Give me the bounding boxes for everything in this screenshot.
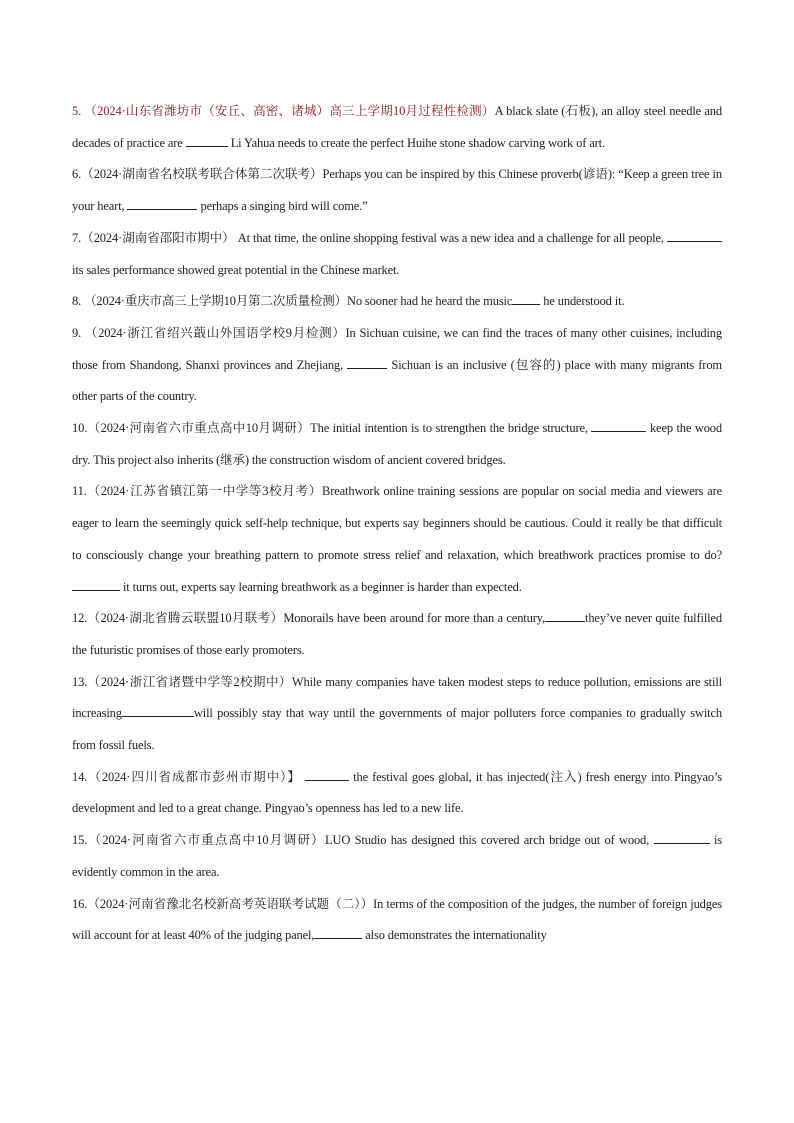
answer-blank[interactable]	[72, 579, 120, 591]
question-text-after: keep the wood dry. This project also inherits (继承) the construction wisdom of ancient covered bridges.	[72, 421, 723, 467]
question-number: 5.	[72, 104, 82, 118]
answer-blank[interactable]	[667, 230, 722, 242]
question-text-after: its sales performance showed great potential in the Chinese market.	[72, 262, 400, 277]
question-number: 8.	[72, 294, 82, 309]
question-11	[72, 476, 722, 603]
question-text-before: No sooner had he heard the music	[346, 294, 513, 309]
question-number: 13.	[72, 674, 88, 689]
question-text-before: Monorails have been around for more than a century,	[283, 611, 545, 626]
question-source: （2024·浙江省诸暨中学等2校期中）	[87, 674, 292, 689]
question-text-after: also demonstrates the internationality	[365, 928, 547, 943]
question-number: 10.	[72, 421, 88, 436]
question-text-after: they’ve never quite fulfilled the futuristic promises of those early promoters.	[72, 611, 722, 657]
question-text-after: he understood it.	[543, 294, 625, 309]
question-text-after: will possibly stay that way until the governments of major polluters force companies to gradually switch from fossil fuels.	[72, 706, 722, 753]
question-text-before: In terms of the composition of the judges, the number of foreign judges will account for at least 40% of the judging panel,	[72, 896, 722, 943]
question-10	[72, 413, 722, 476]
question-source: （2024·湖北省腾云联盟10月联考）	[87, 611, 284, 626]
question-5	[72, 96, 722, 159]
question-text-after: is evidently common in the area.	[72, 833, 722, 879]
question-number: 15.	[72, 833, 88, 848]
question-text-after: the festival goes global, it has injected(注入) fresh energy into Pingyao’s development and led to a great change. Pingyao’s openness has led to a new life.	[72, 769, 722, 816]
question-text-before: The initial intention is to strengthen the bridge structure,	[310, 421, 588, 436]
answer-blank[interactable]	[305, 769, 349, 781]
answer-blank[interactable]	[512, 293, 540, 305]
question-16	[72, 889, 722, 952]
question-7	[72, 223, 722, 286]
question-source: （2024·湖南省邵阳市期中）	[81, 230, 235, 245]
question-number: 12.	[72, 611, 88, 626]
question-text-before: LUO Studio has designed this covered arch bridge out of wood,	[324, 833, 650, 848]
question-9	[72, 318, 722, 413]
question-13	[72, 667, 722, 762]
question-text-before: At that time, the online shopping festival was a new idea and a challenge for all people,	[237, 230, 664, 245]
question-text-before: Perhaps you can be inspired by this Chinese proverb(谚语): “Keep a green tree in your heart,	[72, 167, 722, 214]
answer-blank[interactable]	[347, 357, 387, 369]
answer-blank[interactable]	[186, 135, 228, 147]
question-text-after: Sichuan is an inclusive (包容的) place with many migrants from other parts of the country.	[72, 357, 722, 404]
question-14	[72, 762, 722, 825]
question-source: （2024·江苏省镇江第一中学等3校月考）	[86, 484, 323, 499]
question-source: （2024·重庆市高三上学期10月第二次质量检测）	[84, 294, 347, 309]
answer-blank[interactable]	[122, 705, 194, 717]
question-number: 7.	[72, 230, 82, 245]
question-number: 14.	[72, 769, 88, 784]
answer-blank[interactable]	[314, 927, 362, 939]
question-source: （2024·河南省豫北名校新高考英语联考试题（二））	[87, 896, 374, 911]
answer-blank[interactable]	[545, 610, 585, 622]
question-list	[72, 96, 722, 952]
question-text-after: it turns out, experts say learning breathwork as a beginner is harder than expected.	[122, 579, 522, 594]
question-text-before: A black slate (石板), an alloy steel needle and decades of practice are	[72, 104, 722, 150]
answer-blank[interactable]	[591, 420, 646, 432]
question-source: （2024·河南省六市重点高中10月调研）	[87, 421, 311, 436]
question-source: （2024·河南省六市重点高中10月调研）	[87, 833, 325, 848]
answer-blank[interactable]	[654, 832, 710, 844]
question-15	[72, 825, 722, 888]
question-source: （2024·四川省成都市彭州市期中）】	[87, 769, 301, 784]
question-12	[72, 603, 722, 666]
question-8	[72, 286, 722, 318]
question-text-before: In Sichuan cuisine, we can find the traces of many other cuisines, including those from Shandong, Shanxi provinces and Zhejiang,	[72, 325, 722, 372]
question-number: 11.	[72, 484, 87, 499]
question-6	[72, 159, 722, 222]
answer-blank[interactable]	[127, 198, 197, 210]
question-number: 16.	[72, 896, 88, 911]
question-text-before: While many companies have taken modest steps to reduce pollution, emissions are still increasing	[72, 674, 722, 721]
question-source: （2024·湖南省名校联考联合体第二次联考）	[81, 167, 323, 182]
question-text-after: Li Yahua needs to create the perfect Huihe stone shadow carving work of art.	[230, 135, 605, 150]
question-source: （2024·山东省潍坊市（安丘、高密、诸城）高三上学期10月过程性检测）	[84, 104, 495, 118]
question-number: 6.	[72, 167, 82, 182]
question-text-before: Breathwork online training sessions are popular on social media and viewers are eager to learn the seemingly quick self-help technique, but experts say beginners should be cautious. Could it really be that difficult to consciously change your breathing pattern to promote stress relief and relaxation, which breathwork practices promise to do?	[72, 484, 722, 562]
question-text-after: perhaps a singing bird will come.”	[200, 199, 368, 214]
question-source: （2024·浙江省绍兴蕺山外国语学校9月检测）	[84, 325, 346, 340]
question-number: 9.	[72, 325, 82, 340]
